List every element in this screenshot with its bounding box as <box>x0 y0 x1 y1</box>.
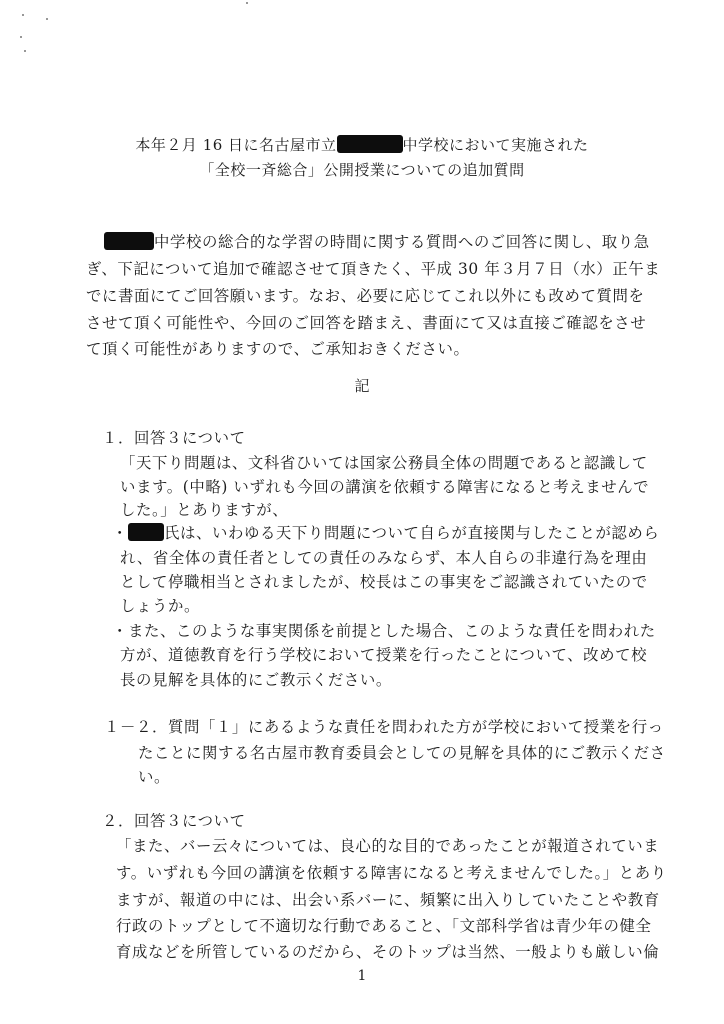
question-2-heading: ２．回答３について <box>102 812 246 830</box>
scan-speck <box>46 18 48 20</box>
redaction-block <box>337 135 403 153</box>
question-1-bullet-1-line-2: れ、省全体の責任者としての責任のみならず、本人自らの非違行為を理由 <box>120 549 648 567</box>
question-1-bullet-1-line-3: として停職相当とされましたが、校長はこの事実をご認識されていたので <box>120 573 648 591</box>
question-2-line-1: 「また、バー云々については、良心的な目的であったことが報道されていま <box>116 837 660 855</box>
bullet-text: 氏は、いわゆる天下り問題について自らが直接関与したことが認めら <box>164 524 660 542</box>
intro-line-2: ぎ、下記について追加で確認させて頂きたく、平成 30 年３月７日（水）正午ま <box>86 260 661 278</box>
question-1-quote-line-1: 「天下り問題は、文科省ひいては国家公務員全体の問題であると認識して <box>120 454 648 472</box>
question-1-quote-line-3: した。」とありますが、 <box>120 501 289 519</box>
scan-speck <box>24 50 26 52</box>
question-1-bullet-2-line-3: 長の見解を具体的にご教示ください。 <box>120 671 392 689</box>
redaction-block <box>104 232 154 250</box>
intro-line-1 <box>104 230 650 252</box>
intro-line-5: て頂く可能性がありますので、ご承知おきください。 <box>86 340 470 358</box>
document-title-line-1 <box>0 134 724 155</box>
intro-text: 中学校の総合的な学習の時間に関する質問へのご回答に関し、取り急 <box>154 233 650 251</box>
question-1-2-line-2: たことに関する名古屋市教育委員会としての見解を具体的にご教示くださ <box>138 744 666 762</box>
redaction-block <box>128 523 164 541</box>
document-title-line-2: 「全校一斉総合」公開授業についての追加質問 <box>199 161 525 179</box>
question-2-line-2: す。いずれも今回の講演を依頼する障害になると考えませんでした。」とあり <box>116 864 667 882</box>
scan-speck <box>246 2 248 4</box>
page-number: 1 <box>357 968 367 984</box>
scan-speck <box>20 36 22 38</box>
question-2-line-4: 行政のトップとして不適切な行動であること、「文部科学省は青少年の健全 <box>116 917 652 935</box>
scan-speck <box>22 14 24 16</box>
question-1-2-line-3: い。 <box>138 768 170 786</box>
bullet-mark: ・ <box>112 524 128 542</box>
intro-line-3: でに書面にてご回答願います。なお、必要に応じてこれ以外にも改めて質問を <box>86 287 645 305</box>
question-1-2-line-1: １－２．質問「１」にあるような責任を問われた方が学校において授業を行っ <box>104 718 664 736</box>
question-2-line-5: 育成などを所管しているのだから、そのトップは当然、一般よりも厳しい倫 <box>116 943 660 961</box>
question-1-heading: １．回答３について <box>102 429 246 447</box>
title-text: 中学校において実施された <box>402 136 589 154</box>
title-text: 本年２月 16 日に名古屋市立 <box>135 136 337 154</box>
question-1-bullet-1-line-1 <box>112 521 659 543</box>
question-1-bullet-1-line-4: しょうか。 <box>120 597 200 615</box>
question-1-quote-line-2: います。(中略) いずれも今回の講演を依頼する障害になると考えませんで <box>120 478 650 496</box>
question-1-bullet-2-line-1: ・また、このような事実関係を前提とした場合、このような責任を問われた <box>112 622 656 640</box>
question-1-bullet-2-line-2: 方が、道徳教育を行う学校において授業を行ったことについて、改めて校 <box>120 646 648 664</box>
ki-heading: 記 <box>354 377 370 395</box>
intro-line-4: させて頂く可能性や、今回のご回答を踏まえ、書面にて又は直接ご確認をさせ <box>86 314 647 332</box>
question-2-line-3: ますが、報道の中には、出会い系バーに、頻繁に出入りしていたことや教育 <box>116 891 660 909</box>
